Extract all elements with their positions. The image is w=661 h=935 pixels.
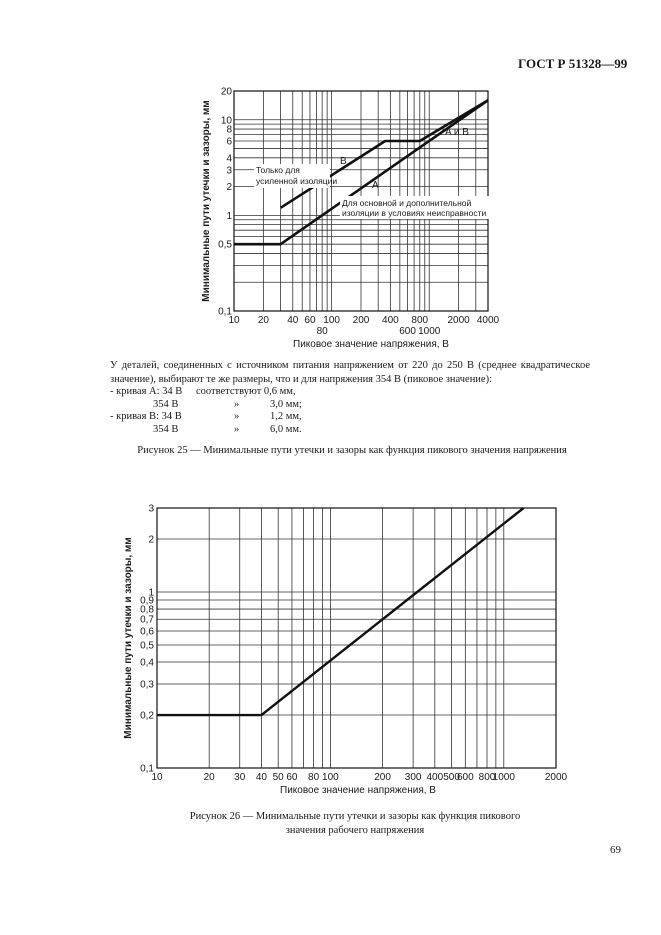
x-tick-label: 800 [478,772,496,783]
x-tick-label: 300 [404,772,422,783]
y-tick-label: 1 [148,587,154,599]
x-tick-label: 400 [426,772,444,783]
x-tick-label: 40 [287,315,299,326]
x-tick-label: 60 [286,772,298,783]
y-tick-label: 20 [220,86,232,98]
note-B-line2: усиленной изоляции [256,176,338,186]
y-tick-label: 3 [148,503,154,515]
label-AB: A и B [445,127,469,138]
page-header: ГОСТ Р 51328—99 [518,56,628,71]
note-B-line1: Только для [256,165,300,175]
x-tick-label: 1000 [418,326,441,337]
y-tick-label: 3 [226,165,232,177]
x-axis-label: Пиковое значение напряжения, В [280,785,436,796]
y-tick-label: 0,7 [140,614,154,626]
label-A: A [372,180,379,191]
x-tick-label: 30 [234,772,246,783]
chart-figure-25 [201,87,500,351]
y-tick-label: 0,3 [140,679,154,691]
y-tick-label: 0,6 [140,626,154,638]
x-tick-label: 2000 [544,772,568,783]
chart-figure-26 [123,504,568,797]
x-tick-label: 10 [228,315,240,326]
x-tick-label: 50 [272,772,284,783]
x-tick-label: 600 [456,772,474,783]
y-tick-label: 0,8 [140,604,154,616]
paragraph-text: У деталей, соединенных с источником питания напряжением от 220 до 250 В (среднее квадратическое значение), выбирают те же размеры, что и для напряжения 354 В (пиковое значение): [110,360,590,385]
x-tick-label: 100 [322,772,339,783]
y-tick-label: 4 [226,153,232,165]
x-tick-label: 10 [151,772,163,783]
note-A-line2: изоляции в условиях неисправности [342,208,487,218]
y-tick-label: 1 [226,210,232,222]
y-tick-label: 0,5 [140,640,154,652]
x-tick-label: 20 [203,772,215,783]
x-tick-label: 600 [399,326,416,337]
label-B: B [340,156,347,167]
x-tick-label: 40 [255,772,267,783]
x-tick-label: 800 [411,315,429,326]
y-tick-label: 10 [220,115,232,127]
y-tick-label: 2 [148,534,154,546]
x-tick-label: 20 [257,315,269,326]
y-tick-label: 2 [226,182,232,194]
x-tick-label: 200 [352,315,370,326]
x-tick-label: 500 [443,772,460,783]
x-tick-label: 80 [308,772,320,783]
y-axis-label: Минимальные пути утечки и зазоры, мм [201,100,212,302]
x-tick-label: 400 [382,315,399,326]
y-tick-label: 0,4 [140,657,154,669]
series-line-B [281,100,488,208]
y-axis-label: Минимальные пути утечки и зазоры, мм [123,537,134,739]
y-tick-label: 0,1 [218,306,232,318]
x-tick-label: 200 [374,772,391,783]
y-tick-label: 8 [226,124,232,136]
y-tick-label: 0,9 [140,595,154,607]
y-tick-label: 6 [226,136,232,148]
y-tick-label: 0,2 [140,710,154,722]
x-tick-label: 100 [323,315,340,326]
note-A-line1: Для основной и дополнительной [342,198,472,208]
page-number: 69 [610,844,621,856]
figure-26-caption-line1: Рисунок 26 — Минимальные пути утечки и зазоры как функция пикового [189,811,521,822]
figure-26-caption-line2: значения рабочего напряжения [285,825,425,836]
figure-25-caption: Рисунок 25 — Минимальные пути утечки и зазоры как функция пикового значения напряжения [137,445,567,456]
x-tick-label: 1000 [492,772,515,783]
x-tick-label: 80 [316,326,328,337]
x-tick-label: 60 [304,315,316,326]
x-tick-label: 2000 [447,315,470,326]
y-tick-label: 0,5 [218,239,232,251]
x-axis-label: Пиковое значение напряжения, В [293,339,449,350]
x-tick-label: 4000 [476,315,500,326]
y-tick-label: 0,1 [140,763,154,775]
